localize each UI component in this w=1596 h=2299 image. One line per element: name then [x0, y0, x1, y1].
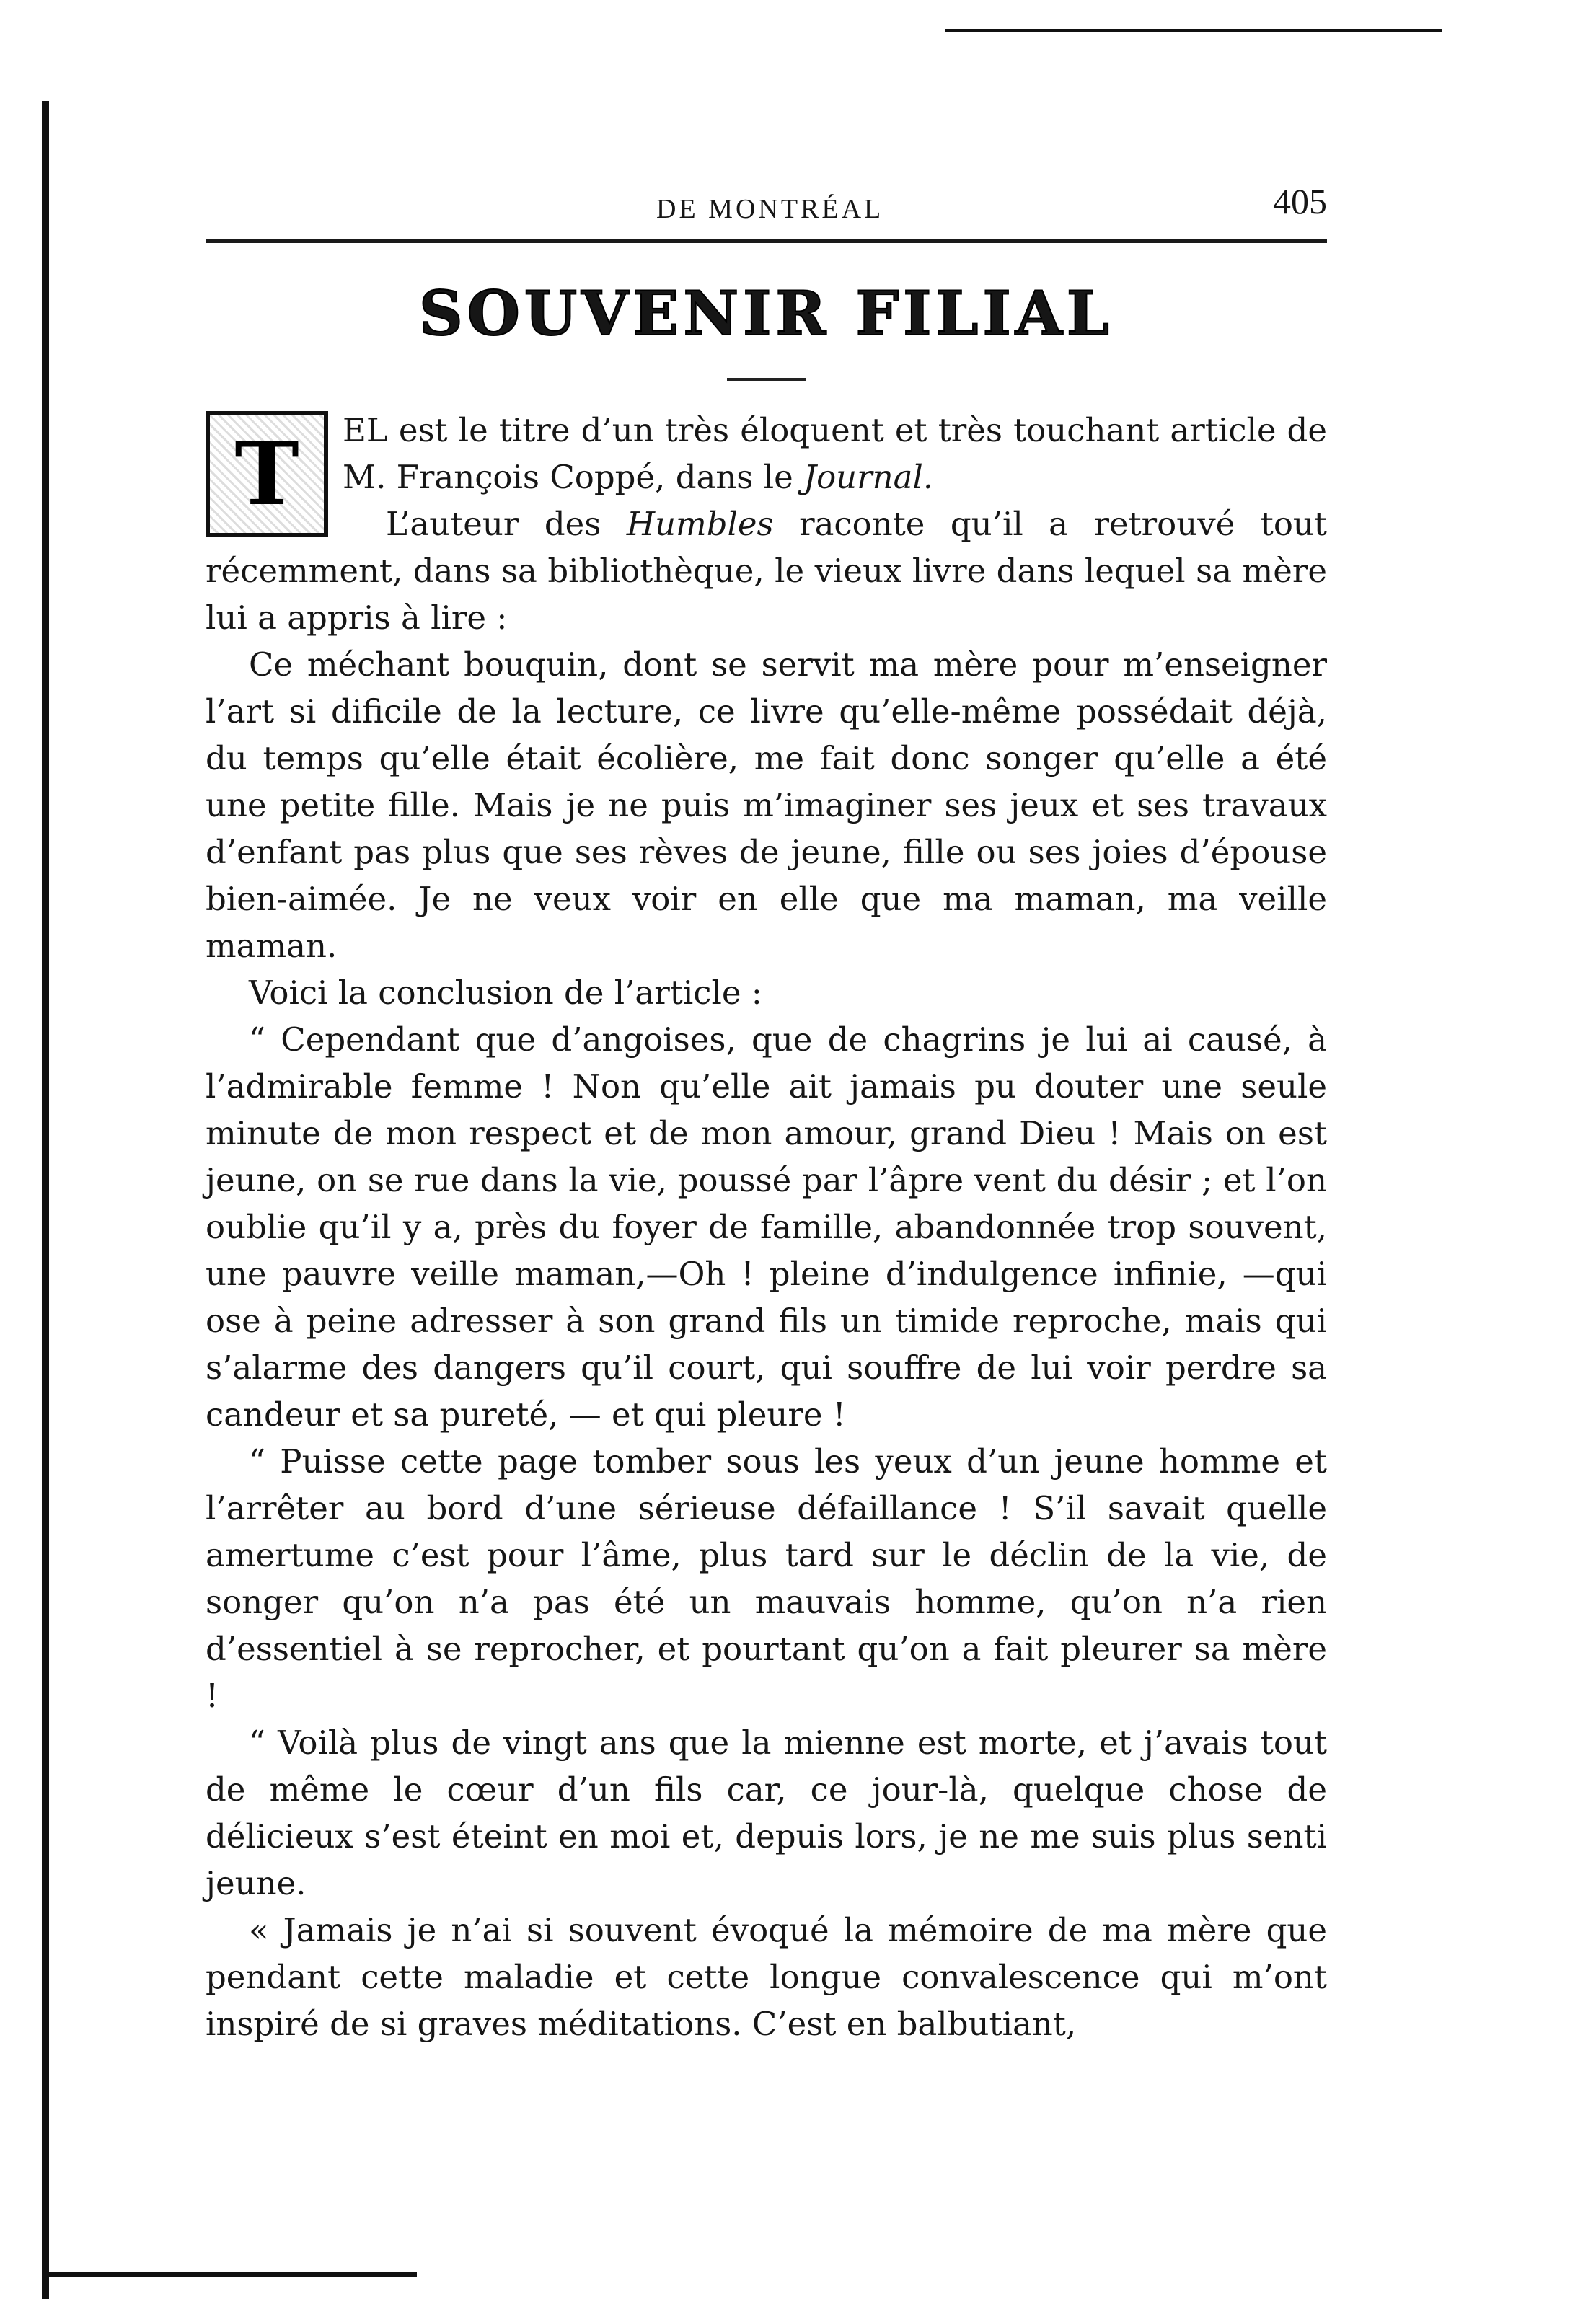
- header-rule: [206, 239, 1327, 243]
- paragraph-2-end: raconte qu’il a retrouvé tout récemment, dans sa bibliothèque, le vieux livre dans lequel sa mère lui a appris à lire :: [206, 505, 1327, 637]
- page-number: 405: [1273, 181, 1327, 221]
- quote-paragraph-4: « Jamais je n’ai si souvent évoqué la mémoire de ma mère que pendant cette maladie et cette longue convalescence qui m’ont inspiré de si graves méditations. C’est en balbutiant,: [206, 1911, 1327, 2043]
- running-header: [206, 173, 1327, 224]
- top-scan-rule: [945, 29, 1442, 32]
- article-title: SOUVENIR FILIAL: [419, 278, 1114, 349]
- paragraph-2-start: L’auteur des: [386, 505, 627, 543]
- binding-edge-bottom: [42, 2272, 417, 2277]
- dropcap-letter: T: [206, 411, 328, 537]
- paragraph-4: Voici la conclusion de l’article :: [249, 974, 762, 1012]
- title-rule: [727, 378, 806, 381]
- quote-paragraph-2: “ Puisse cette page tomber sous les yeux d’un jeune homme et l’arrêter au bord d’une sérieuse défaillance ! S’il savait quelle amertume c’est pour l’âme, plus tard sur le déclin de la vie, de songer qu’on n’a pas été un mauvais homme, qu’on n’a rien d’essentiel à se reprocher, et pourtant qu’on a fait pleurer sa mère !: [206, 1442, 1327, 1715]
- paragraph-2: [206, 500, 1327, 641]
- binding-edge-shadow: [42, 101, 49, 2299]
- book-page: [206, 173, 1327, 2047]
- quote-paragraph-1: “ Cependant que d’angoises, que de chagrins je lui ai causé, à l’admirable femme ! Non qu’elle ait jamais pu douter une seule minute de mon respect et de mon amour, grand Dieu ! Mais on est jeune, on se rue dans la vie, poussé par l’âpre vent du désir ; et l’on oublie qu’il y a, près du foyer de famille, abandonnée trop souvent, une pauvre veille maman,—Oh ! pleine d’indulgence infinie, —qui ose à peine adresser à son grand fils un timide reproche, mais qui s’alarme des dangers qu’il court, qui souffre de lui voir perdre sa candeur et sa pureté, — et qui pleure !: [206, 1020, 1327, 1434]
- humbles-title: Humbles: [626, 505, 774, 543]
- quote-paragraph-3: “ Voilà plus de vingt ans que la mienne est morte, et j’avais tout de même le cœur d’un fils car, ce jour-là, quelque chose de délicieux s’est éteint en moi et, depuis lors, je ne me suis plus senti jeune.: [206, 1724, 1327, 1902]
- paragraph-1-text: EL est le titre d’un très éloquent et très touchant article de M. François Coppé, dans le: [343, 411, 1327, 496]
- paragraph-3: Ce méchant bouquin, dont se servit ma mère pour m’enseigner l’art si dificile de la lecture, ce livre qu’elle-même possédait déjà, du temps qu’elle était écolière, me fait donc songer qu’elle a été une petite fille. Mais je ne puis m’imaginer ses jeux et ses travaux d’enfant pas plus que ses rèves de jeune, fille ou ses joies d’épouse bien-aimée. Je ne veux voir en elle que ma maman, ma veille maman.: [206, 645, 1327, 965]
- journal-title: Journal.: [803, 458, 934, 496]
- running-title: DE MONTRÉAL: [656, 194, 884, 224]
- article-body: [206, 407, 1327, 2047]
